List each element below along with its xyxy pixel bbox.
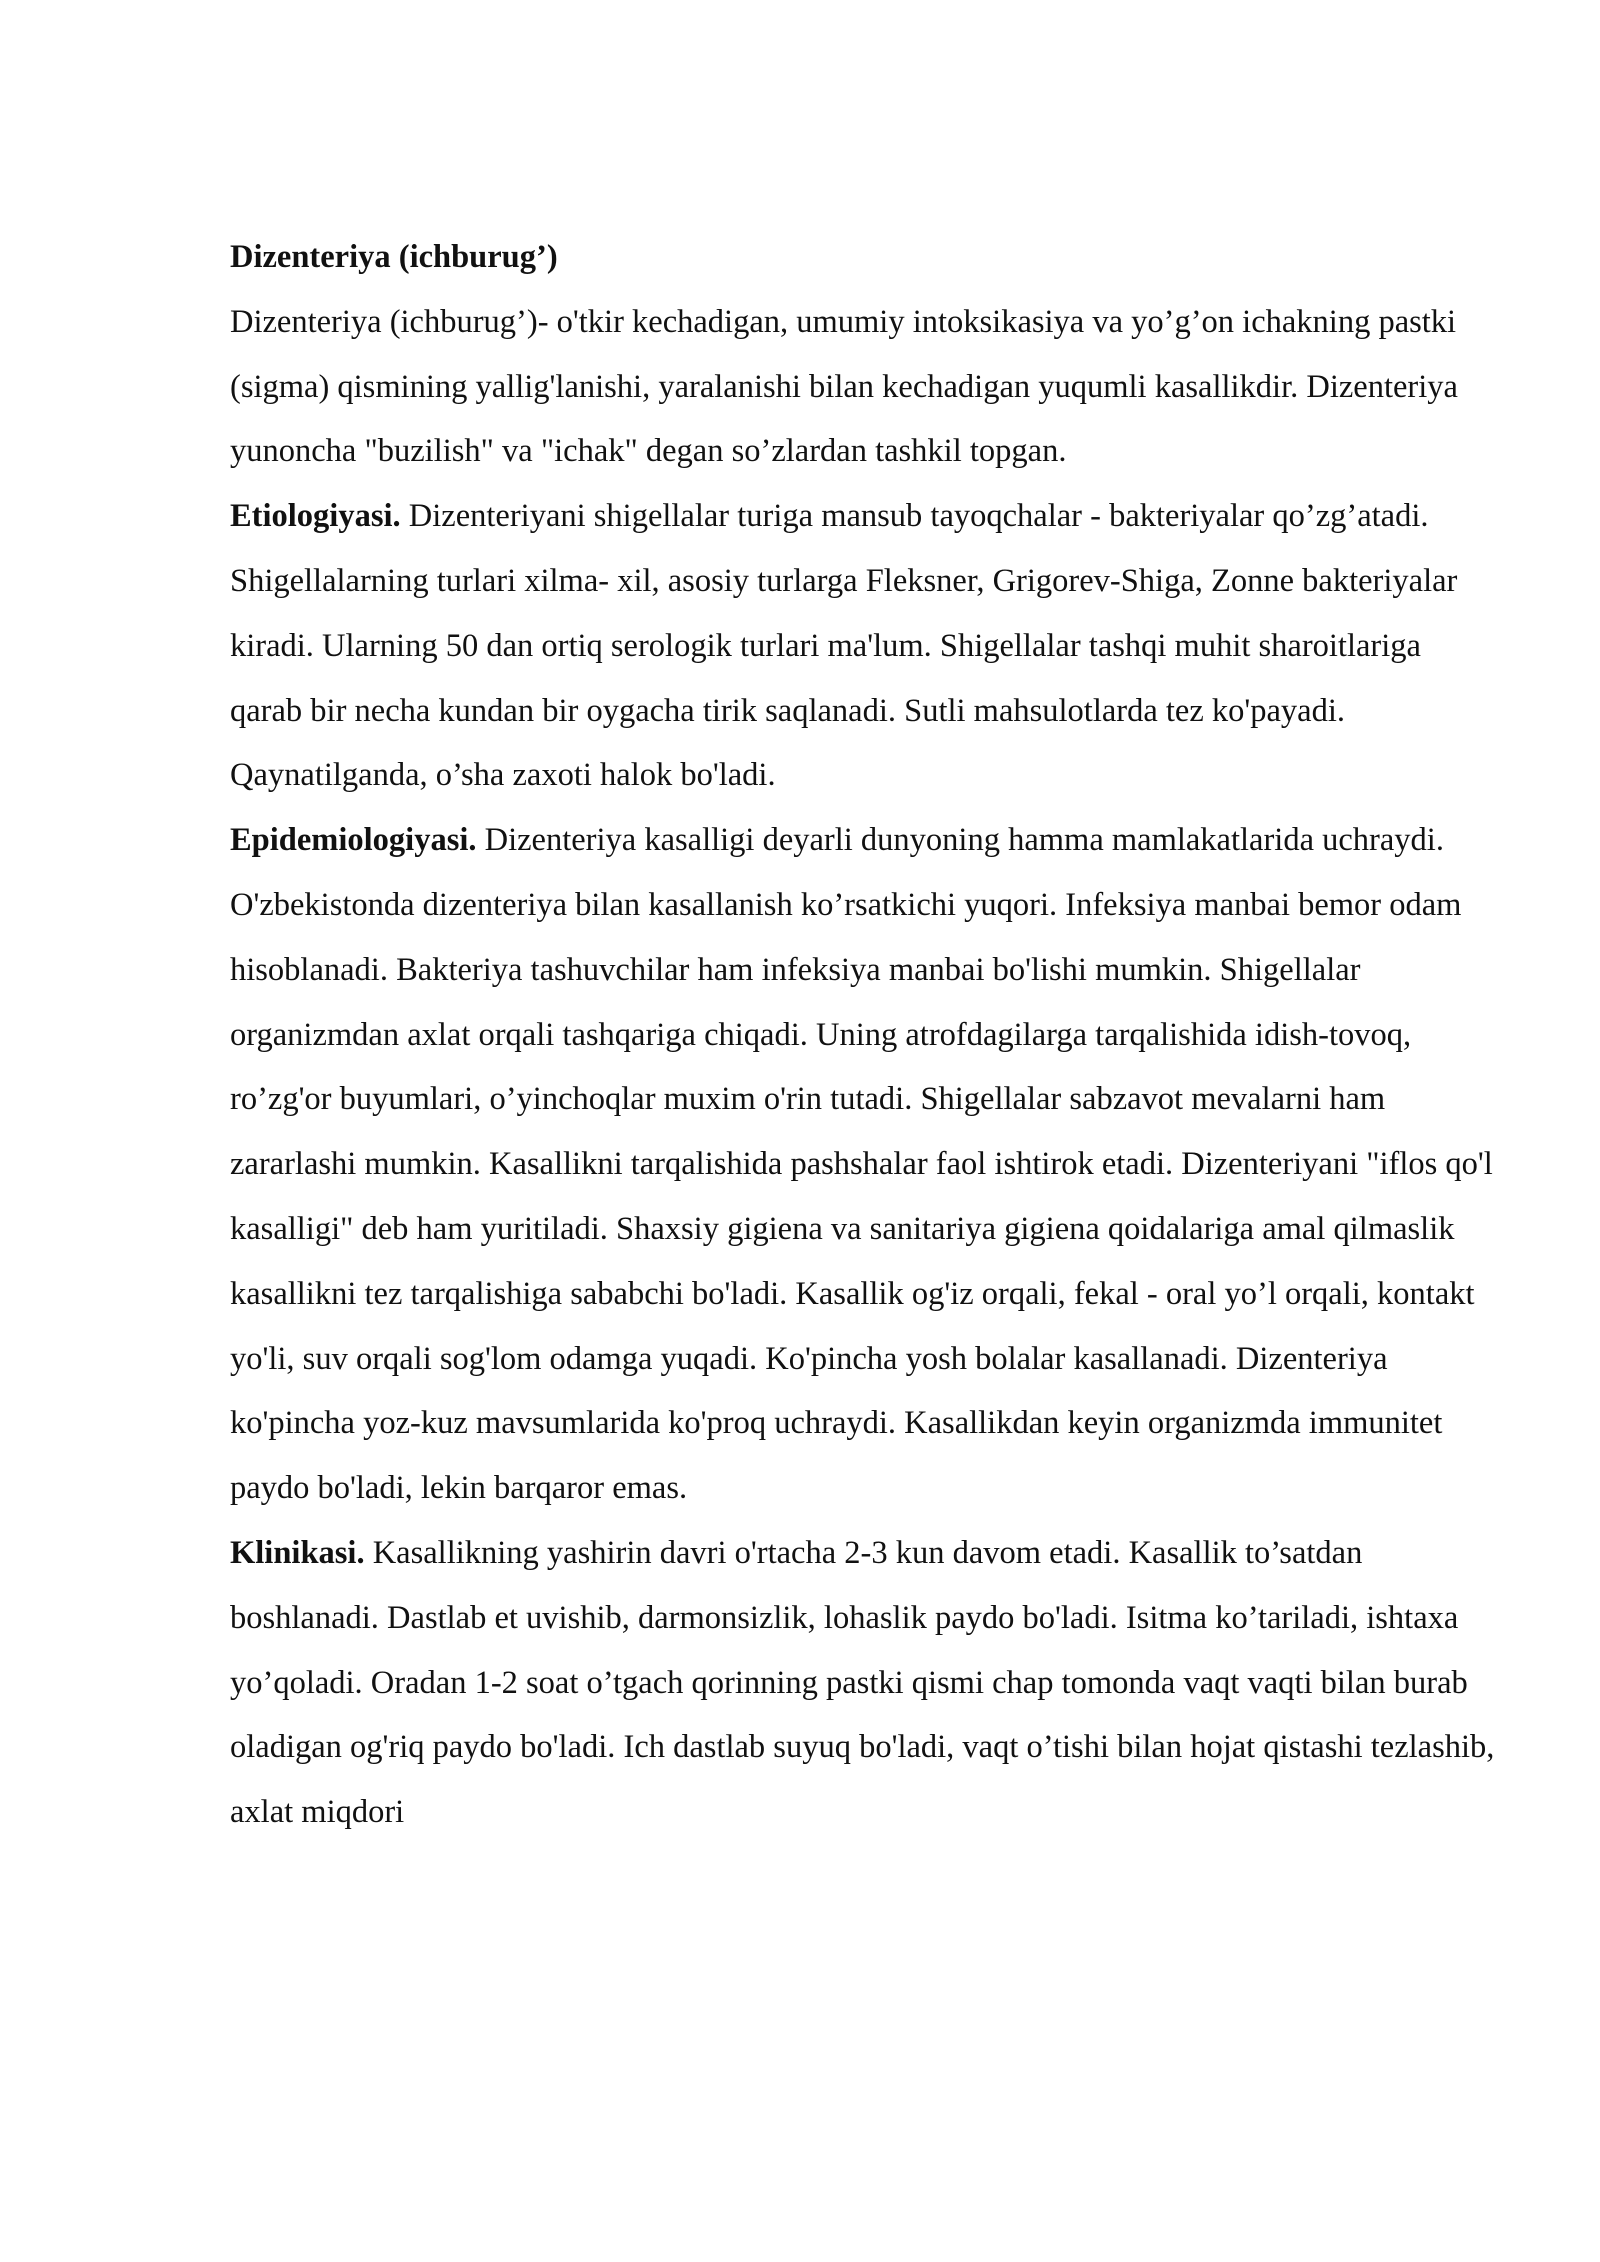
document-body xyxy=(230,225,1500,1845)
etiology-text: Dizenteriyani shigellalar turiga mansub tayoqchalar - bakteriyalar qo’zg’atadi. Shigellalarning turlari xilma- xil, asosiy turlarga Fleksner, Grigorev-Shiga, Zonne bakteriyalar kiradi. Ularning 50 dan ortiq serologik turlari ma'lum. Shigellalar tashqi muhit sharoitlariga qarab bir necha kundan bir oygacha tirik saqlanadi. Sutli mahsulotlarda tez ko'payadi. Qaynatilganda, o’sha zaxoti halok bo'ladi. xyxy=(230,498,1458,794)
etiology-paragraph xyxy=(230,484,1500,808)
clinic-paragraph xyxy=(230,1521,1500,1845)
intro-paragraph: Dizenteriya (ichburug’)- o'tkir kechadigan, umumiy intoksikasiya va yo’g’on ichakning pastki (sigma) qismining yallig'lanishi, yaralanishi bilan kechadigan yuqumli kasallikdir. Dizenteriya yunoncha "buzilish" va "ichak" degan so’zlardan tashkil topgan. xyxy=(230,303,1458,470)
epidemiology-heading: Epidemiologiyasi. xyxy=(230,822,477,859)
clinic-text: Kasallikning yashirin davri o'rtacha 2-3 kun davom etadi. Kasallik to’satdan boshlanadi. Dastlab et uvishib, darmonsizlik, lohaslik paydo bo'ladi. Isitma ko’tariladi, ishtaxa yo’qoladi. Oradan 1-2 soat o’tgach qorinning pastki qismi chap tomonda vaqt vaqti bilan burab oladigan og'riq paydo bo'ladi. Ich dastlab suyuq bo'ladi, vaqt o’tishi bilan hojat qistashi tezlashib, axlat miqdori xyxy=(230,1534,1495,1831)
epidemiology-paragraph xyxy=(230,808,1500,1521)
document-title: Dizenteriya (ichburug’) xyxy=(230,239,558,275)
epidemiology-text: Dizenteriya kasalligi deyarli dunyoning hamma mamlakatlarida uchraydi. O'zbekistonda dizenteriya bilan kasallanish ko’rsatkichi yuqori. Infeksiya manbai bemor odam hisoblanadi. Bakteriya tashuvchilar ham infeksiya manbai bo'lishi mumkin. Shigellalar organizmdan axlat orqali tashqariga chiqadi. Uning atrofdagilarga tarqalishida idish-tovoq, ro’zg'or buyumlari, o’yinchoqlar muxim o'rin tutadi. Shigellalar sabzavot mevalarni ham zararlashi mumkin. Kasallikni tarqalishida pashshalar faol ishtirok etadi. Dizenteriyani "iflos qo'l kasalligi" deb ham yuritiladi. Shaxsiy gigiena va sanitariya gigiena qoidalariga amal qilmaslik kasallikni tez tarqalishiga sababchi bo'ladi. Kasallik og'iz orqali, fekal - oral yo’l orqali, kontakt yo'li, suv orqali sog'lom odamga yuqadi. Ko'pincha yosh bolalar kasallanadi. Dizenteriya ko'pincha yoz-kuz mavsumlarida ko'proq uchraydi. Kasallikdan keyin organizmda immunitet paydo bo'ladi, lekin barqaror emas. xyxy=(230,822,1493,1507)
clinic-heading: Klinikasi. xyxy=(230,1534,365,1571)
etiology-heading: Etiologiyasi. xyxy=(230,498,401,535)
